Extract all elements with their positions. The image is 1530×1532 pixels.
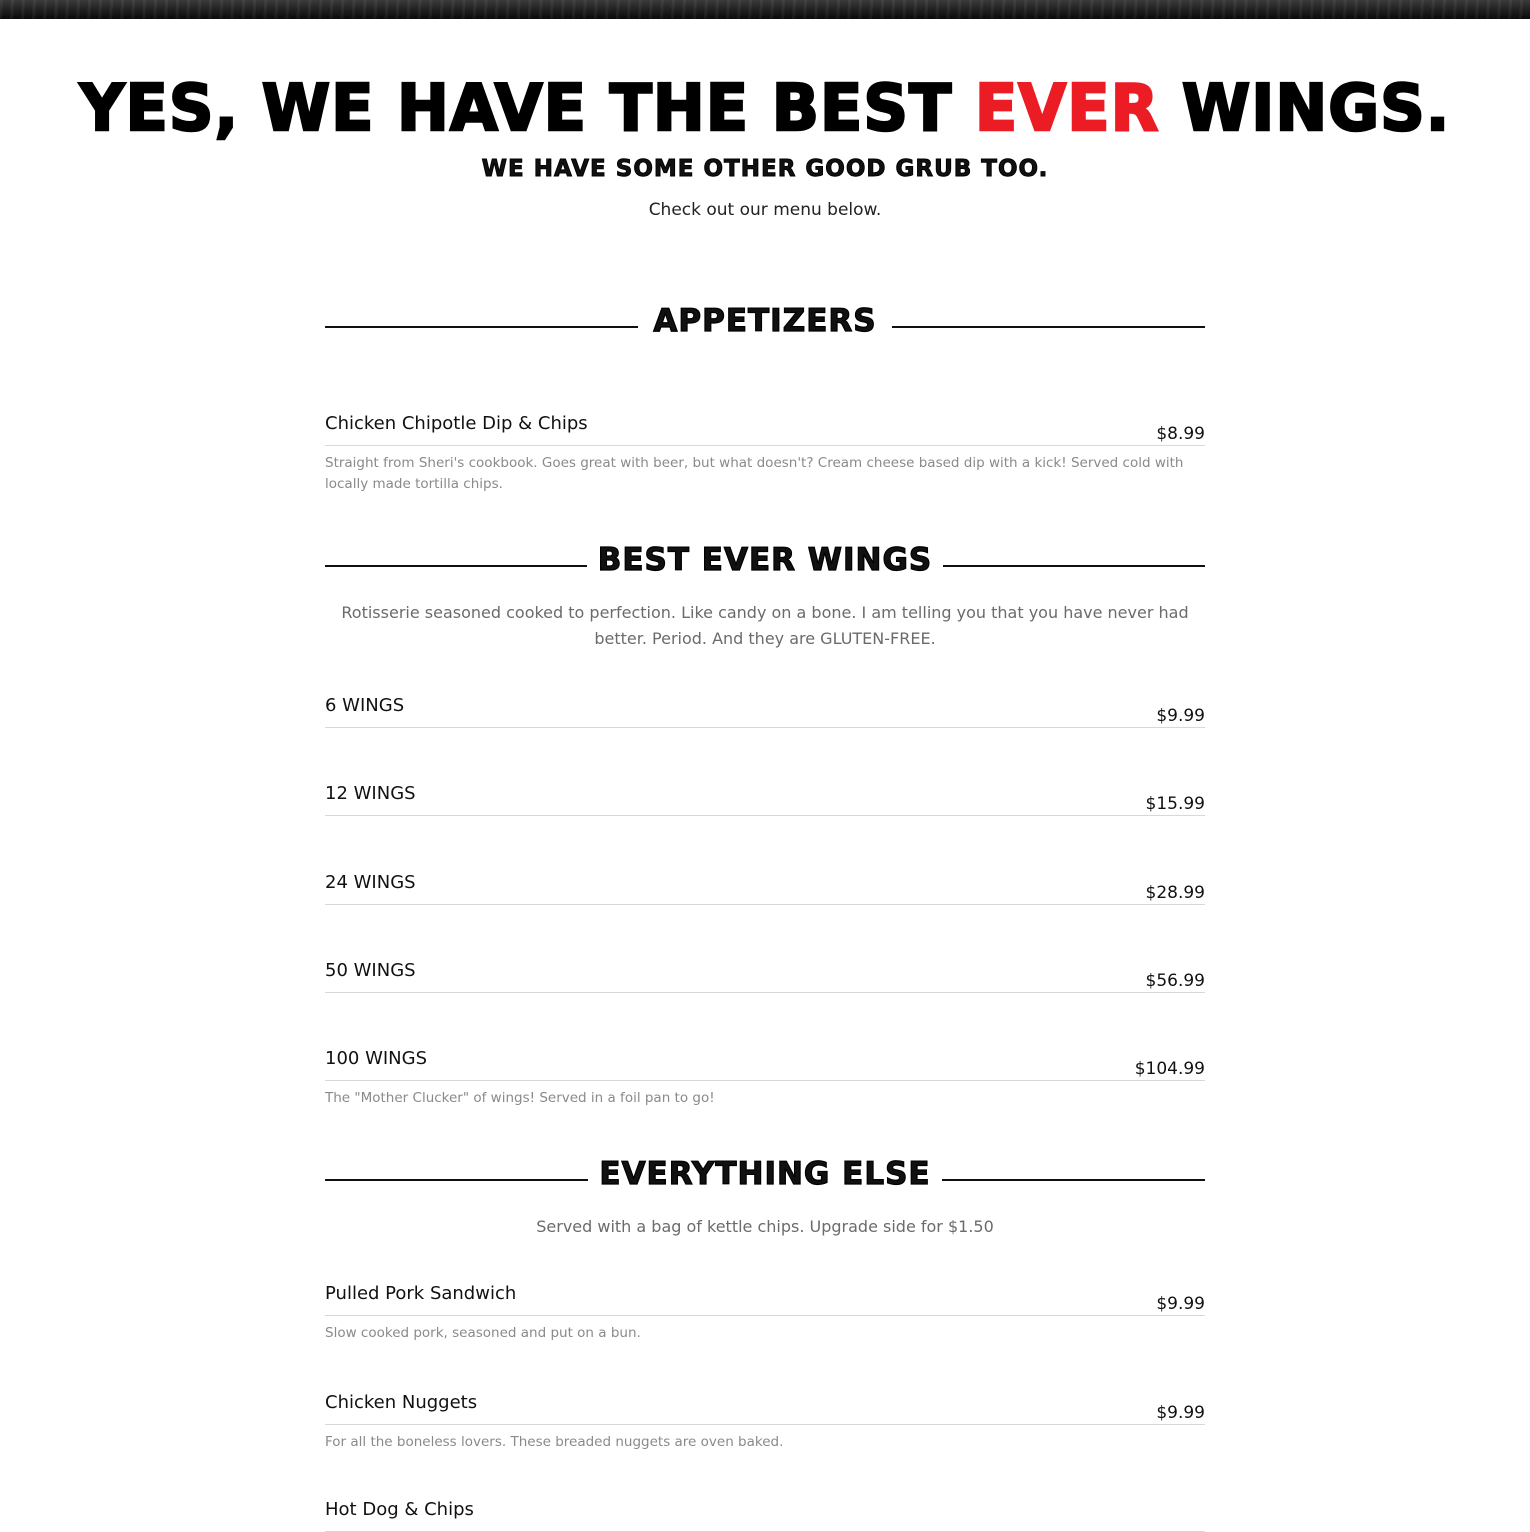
menu-item-50-wings [325, 958, 1205, 993]
hero-subtitle: WE HAVE SOME OTHER GOOD GRUB TOO. [481, 156, 1049, 182]
menu-item-name: Chicken Nuggets [325, 1392, 478, 1413]
section-heading-appetizers [325, 301, 1205, 341]
hero-title [0, 66, 1530, 149]
heading-rule-right [942, 1179, 1205, 1181]
menu-item-row [325, 1281, 1205, 1316]
menu-item-name: 50 WINGS [325, 960, 416, 981]
heading-rule-right [943, 565, 1205, 567]
menu-item-price: $15.99 [1145, 794, 1205, 814]
menu-item-price: $28.99 [1145, 883, 1205, 903]
menu-item-row [325, 781, 1205, 816]
menu-item-price: $104.99 [1134, 1059, 1205, 1079]
menu-item-price: $8.99 [1156, 424, 1205, 444]
menu-item-name: 6 WINGS [325, 695, 405, 716]
section-heading-everything-else [325, 1154, 1205, 1194]
menu-item-name: Hot Dog & Chips [325, 1499, 474, 1520]
section-heading-wings [325, 540, 1205, 580]
menu-item-price: $9.99 [1156, 706, 1205, 726]
menu-item-price: $56.99 [1145, 971, 1205, 991]
heading-rule-right [892, 326, 1205, 328]
menu-item-chicken-chipotle-dip [325, 411, 1205, 495]
menu-item-chicken-nuggets [325, 1390, 1205, 1453]
section-title-wings: BEST EVER WINGS [597, 542, 933, 578]
section-title-appetizers: APPETIZERS [653, 303, 877, 339]
menu-item-row [325, 693, 1205, 728]
header-banner-strip [0, 0, 1530, 19]
menu-item-name: 12 WINGS [325, 783, 416, 804]
menu-item-name: Chicken Chipotle Dip & Chips [325, 413, 588, 434]
menu-item-row [325, 1046, 1205, 1081]
hero-title-part2: WINGS. [1159, 69, 1451, 146]
menu-item-name: 24 WINGS [325, 872, 416, 893]
menu-item-price: $9.99 [1156, 1403, 1205, 1423]
menu-item-24-wings [325, 870, 1205, 905]
menu-item-description: Slow cooked pork, seasoned and put on a bun. [325, 1325, 641, 1341]
section-note-everything-else: Served with a bag of kettle chips. Upgrade side for $1.50 [536, 1217, 994, 1236]
menu-item-row [325, 411, 1205, 446]
menu-item-100-wings [325, 1046, 1205, 1109]
menu-item-pulled-pork-sandwich [325, 1281, 1205, 1344]
hero-intro: Check out our menu below. [648, 200, 882, 220]
menu-item-12-wings [325, 781, 1205, 816]
menu-item-hot-dog-chips [325, 1497, 1205, 1532]
menu-item-name: Pulled Pork Sandwich [325, 1283, 517, 1304]
section-note-wings: Rotisserie seasoned cooked to perfection. Like candy on a bone. I am telling you that you have never had better. Period. And they are GLUTEN-FREE. [341, 603, 1189, 648]
menu-item-6-wings [325, 693, 1205, 728]
menu-item-row [325, 1497, 1205, 1532]
menu-item-description: For all the boneless lovers. These breaded nuggets are oven baked. [325, 1434, 784, 1450]
menu-item-row [325, 1390, 1205, 1425]
section-title-everything-else: EVERYTHING ELSE [599, 1156, 931, 1192]
menu-item-description: The "Mother Clucker" of wings! Served in a foil pan to go! [325, 1090, 715, 1106]
menu-item-name: 100 WINGS [325, 1048, 428, 1069]
menu-item-row [325, 870, 1205, 905]
hero-title-part1: YES, WE HAVE THE BEST [79, 69, 975, 146]
menu-item-description: Straight from Sheri's cookbook. Goes great with beer, but what doesn't? Cream cheese based dip with a kick! Served cold with locally made tortilla chips. [325, 455, 1184, 492]
hero-title-accent: EVER [974, 69, 1160, 146]
menu-item-row [325, 958, 1205, 993]
menu-item-price: $9.99 [1156, 1294, 1205, 1314]
